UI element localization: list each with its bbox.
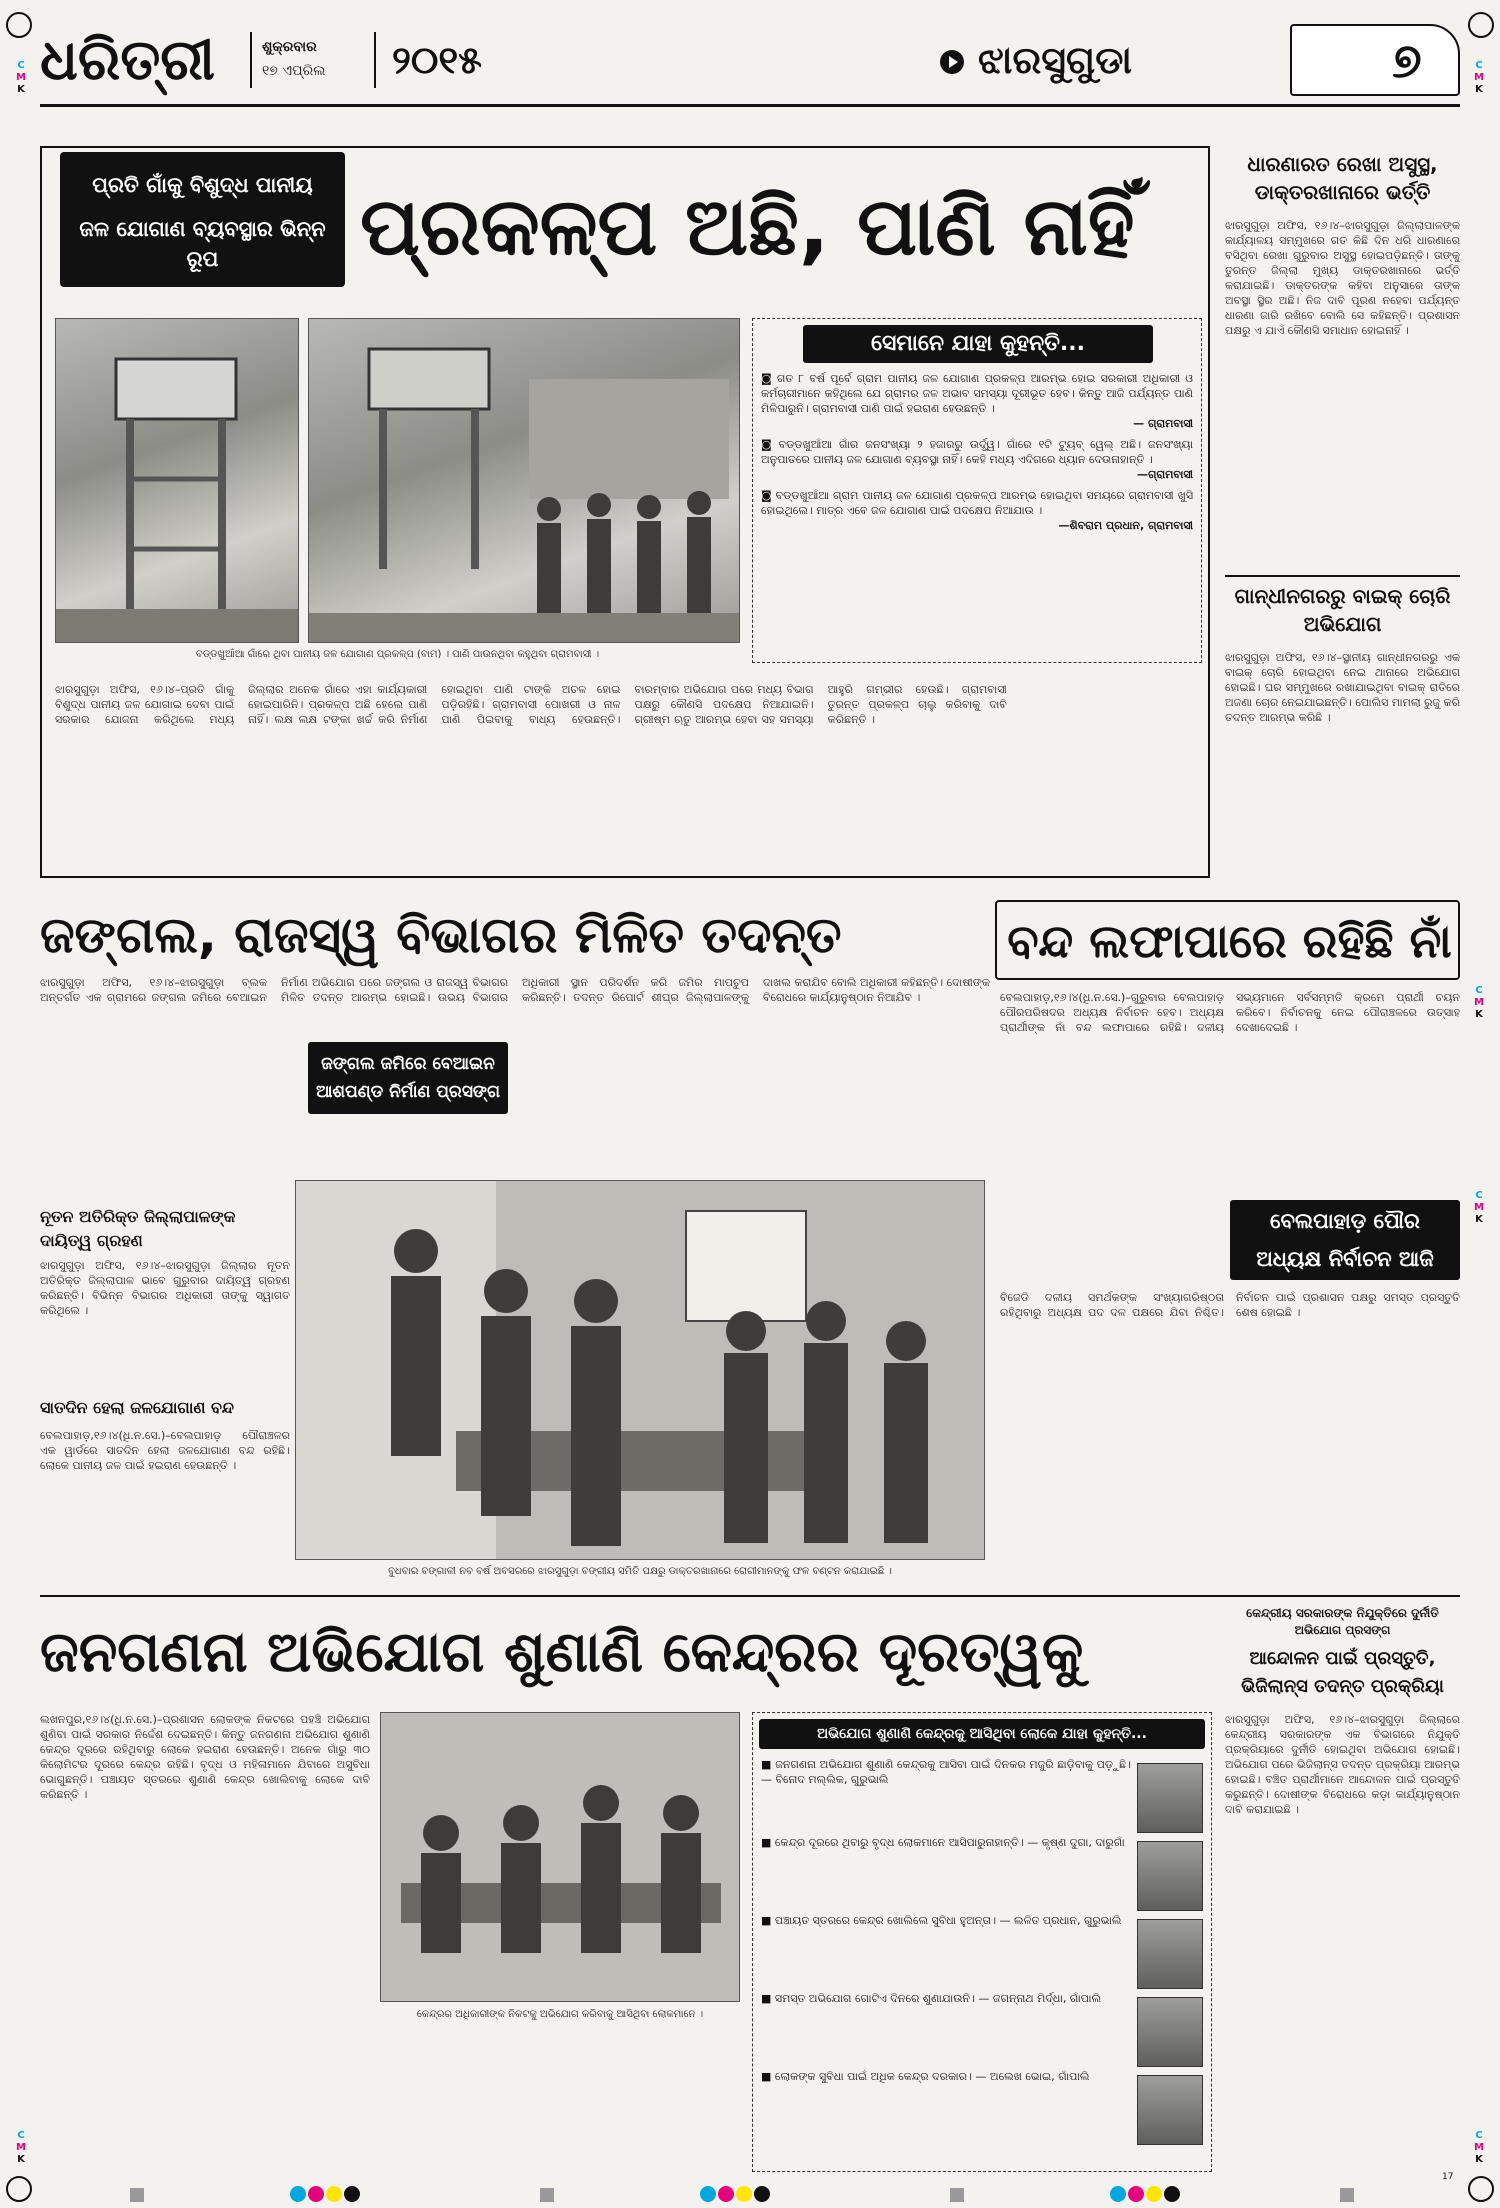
quote-item: ■ ପଞ୍ଚାୟତ ସ୍ତରରେ କେନ୍ଦ୍ର ଖୋଲିଲେ ସୁବିଧା ହୁଅନ୍ତା। — ଲଳିତ ପ୍ରଧାନ, ଗୁରୁଭାଲି: [761, 1914, 1122, 1927]
story1-body: ଝାରସୁଗୁଡ଼ା ଅଫିସ, ୧୬।୪–ପ୍ରତି ଗାଁକୁ ବିଶୁଦ୍ଧ ପାନୀୟ ଜଳ ଯୋଗାଇ ଦେବା ପାଇଁ ସରକାର ଯୋଜନା କରିଥିଲେ ମଧ୍ୟ ଜିଲ୍ଲାର ଅନେକ ଗାଁରେ ଏହା କାର୍ଯ୍ୟକାରୀ ହୋଇପାରିନି। ପ୍ରକଳ୍ପ ଅଛି ହେଲେ ପାଣି ନାହିଁ। ଲକ୍ଷ ଲକ୍ଷ ଟଙ୍କା ଖର୍ଚ୍ଚ କରି ନିର୍ମାଣ ହୋଇଥିବା ପାଣି ଟାଙ୍କି ଅଚଳ ହୋଇ ପଡ଼ିରହିଛି। ଗ୍ରାମବାସୀ ପୋଖରୀ ଓ ନାଳ ପାଣି ପିଇବାକୁ ବାଧ୍ୟ ହେଉଛନ୍ତି। ବାରମ୍ବାର ଅଭିଯୋଗ ପରେ ମଧ୍ୟ ବିଭାଗ ପକ୍ଷରୁ କୌଣସି ପଦକ୍ଷେପ ନିଆଯାଇନି। ଗ୍ରୀଷ୍ମ ଋତୁ ଆରମ୍ଭ ହେବା ସହ ସମସ୍ୟା ଆହୁରି ଗମ୍ଭୀର ହେଉଛି। ଗ୍ରାମବାସୀ ତୁରନ୍ତ ପ୍ରକଳ୍ପ ଚାଲୁ କରିବାକୁ ଦାବି କରିଛନ୍ତି ।: [55, 683, 1011, 726]
quote-bullet-icon: ■: [761, 2070, 775, 2083]
brief1-body: ଝାରସୁଗୁଡ଼ା ଅଫିସ, ୧୬।୪–ଝାରସୁଗୁଡ଼ା ଜିଲ୍ଲାର ନୂତନ ଅତିରିକ୍ତ ଜିଲ୍ଲାପାଳ ଭାବେ ଗୁରୁବାର ଦାୟିତ୍ୱ ଗ୍ରହଣ କରିଛନ୍ତି। ବିଭିନ୍ନ ବିଭାଗର ଅଧିକାରୀ ତାଙ୍କୁ ସ୍ୱାଗତ କରିଥିଲେ ।: [40, 1259, 290, 1317]
cyan-dot: [1110, 2186, 1126, 2202]
story2-subhead: [308, 1042, 508, 1114]
story5-photo-grievance-center: [380, 1712, 740, 2002]
story1-quotes-box: [752, 318, 1202, 663]
story5-body-continued: [380, 2032, 740, 2172]
quote-item: ■ ଜନଗଣନା ଅଭିଯୋଗ ଶୁଣାଣି କେନ୍ଦ୍ରକୁ ଆସିବା ପାଇଁ ଦିନକର ମଜୁରି ଛାଡ଼ିବାକୁ ପଡ଼ୁଛି। — ବିନୋଦ ମଲ୍ଲିକ, ଗୁରୁଭାଲି: [761, 1758, 1131, 1786]
story2-headline: ଜଙ୍ଗଲ, ରାଜସ୍ୱ ବିଭାଗର ମିଳିତ ତଦନ୍ତ: [40, 906, 842, 964]
sidebar2-headline: ଗାନ୍ଧୀନଗରରୁ ବାଇକ୍ ଚୋରି ଅଭିଯୋଗ: [1234, 584, 1451, 636]
sidebar3-kicker: କେନ୍ଦ୍ରୀୟ ସରକାରଙ୍କ ନିଯୁକ୍ତିରେ ଦୁର୍ନୀତି ଅଭିଯୋଗ ପ୍ରସଙ୍ଗ: [1246, 1606, 1439, 1637]
masthead-day: ଶୁକ୍ରବାର: [262, 39, 317, 55]
section-rule: [40, 1595, 1460, 1597]
story3-frame: [995, 900, 1460, 980]
gray-patch: [540, 2188, 554, 2202]
story1-photo-water-tank: [55, 318, 299, 643]
quote-bullet-icon: ■: [761, 1758, 776, 1771]
story1-headline: ପ୍ରକଳ୍ପ ଅଛି, ପାଣି ନାହିଁ: [360, 180, 1135, 273]
quote-author: —ଶିବରାମ ପ୍ରଧାନ, ଗ୍ରାମବାସୀ: [1058, 519, 1193, 532]
story1-quotes-title: ସେମାନେ ଯାହା କୁହନ୍ତି...: [803, 325, 1153, 363]
quote-author: — ଗ୍ରାମବାସୀ: [1133, 417, 1193, 430]
story5-headline: ଜନଗଣନା ଅଭିଯୋଗ ଶୁଣାଣି କେନ୍ଦ୍ରର ଦୂରତ୍ୱକୁ: [40, 1620, 1084, 1685]
story2-subhead-line2: ଆଶପଣ୍ଡ ନିର୍ମାଣ ପ୍ରସଙ୍ଗ: [315, 1082, 501, 1102]
sidebar3-headline: ଆନ୍ଦୋଳନ ପାଇଁ ପ୍ରସ୍ତୁତି, ଭିଜିଲାନ୍ସ ତଦନ୍ତ ପ୍ରକ୍ରିୟା: [1241, 1648, 1444, 1697]
story5-quotes-box: [752, 1712, 1212, 2172]
story1-quotes-list: [761, 371, 1193, 661]
quote-item: ■ ସମସ୍ତ ଅଭିଯୋଗ ଗୋଟିଏ ଦିନରେ ଶୁଣାଯାଉନି। — ଜଗନ୍ନାଥ ମିର୍ଦ୍ଧା, ଗାଁପାଲି: [761, 1992, 1102, 2005]
story2-body: ଝାରସୁଗୁଡ଼ା ଅଫିସ, ୧୬।୪–ଝାରସୁଗୁଡ଼ା ବ୍ଲକ ଅନ୍ତର୍ଗତ ଏକ ଗ୍ରାମରେ ଜଙ୍ଗଲ ଜମିରେ ବେଆଇନ ନିର୍ମାଣ ଅଭିଯୋଗ ପରେ ଜଙ୍ଗଲ ଓ ରାଜସ୍ୱ ବିଭାଗର ମିଳିତ ତଦନ୍ତ ଆରମ୍ଭ ହୋଇଛି। ଉଭୟ ବିଭାଗର ଅଧିକାରୀ ସ୍ଥାନ ପରିଦର୍ଶନ କରି ଜମିର ମାପଚୁପ କରିଛନ୍ତି। ତଦନ୍ତ ରିପୋର୍ଟ ଶୀଘ୍ର ଜିଲ୍ଲାପାଳଙ୍କୁ ଦାଖଲ କରାଯିବ ବୋଲି ଅଧିକାରୀ କହିଛନ୍ତି। ଦୋଷୀଙ୍କ ବିରୋଧରେ କାର୍ଯ୍ୟାନୁଷ୍ଠାନ ନିଆଯିବ ।: [40, 976, 990, 1004]
masthead-date: ୧୭ ଏପ୍ରିଲ: [262, 63, 326, 79]
footer-page-code: 17: [1442, 2172, 1454, 2182]
story2-photo-caption: ବୁଧବାର ବଙ୍ଗାଳୀ ନବ ବର୍ଷ ଅବସରରେ ଝାରସୁଗୁଡ଼ା ବଙ୍ଗୀୟ ସମିତି ପକ୍ଷରୁ ଡାକ୍ତରଖାନାରେ ରୋଗୀମାନଙ୍କୁ ଫଳ ବଣ୍ଟନ କରାଯାଇଛି ।: [388, 1566, 892, 1577]
story1-kicker-line2: ଜଳ ଯୋଗାଣ ବ୍ୟବସ୍ଥାର ଭିନ୍ନ ରୂପ: [79, 217, 326, 271]
sidebar1-headline: ଧାରଣାରତ ରେଖା ଅସୁସ୍ଥ, ଡାକ୍ତରଖାନାରେ ଭର୍ତ୍ତି: [1247, 152, 1438, 204]
story5-body: ଲଖନପୁର,୧୬।୪(ଧି.ନ.ସେ.)–ପ୍ରଶାସନ ଲୋକଙ୍କ ନିକଟରେ ପହଞ୍ଚି ଅଭିଯୋଗ ଶୁଣିବା ପାଇଁ ସରକାର ନିର୍ଦ୍ଦେଶ ଦେଇଛନ୍ତି। କିନ୍ତୁ ଜନଗଣନା ଅଭିଯୋଗ ଶୁଣାଣି କେନ୍ଦ୍ର ଦୂରରେ ରହିଥିବାରୁ ଲୋକେ ହଇରାଣ ହେଉଛନ୍ତି। ଅନେକ ଗାଁରୁ ୩୦ କିଲୋମିଟର ଦୂରରେ କେନ୍ଦ୍ର ରହିଛି। ବୃଦ୍ଧ ଓ ମହିଳାମାନେ ଯିବାରେ ଅସୁବିଧା ଭୋଗୁଛନ୍ତି। ପଞ୍ଚାୟତ ସ୍ତରରେ ଶୁଣାଣି କେନ୍ଦ୍ର ଖୋଲିବାକୁ ଲୋକେ ଦାବି କରିଛନ୍ତି ।: [40, 1713, 370, 1801]
cmk-mark-right-top: C M K: [1474, 60, 1484, 95]
cmk-mark-left-top: C M K: [16, 60, 26, 95]
brief2-headline: ସାତଦିନ ହେଲା ଜଳଯୋଗାଣ ବନ୍ଦ: [40, 1398, 234, 1417]
sidebar1-body: ଝାରସୁଗୁଡ଼ା ଅଫିସ, ୧୬।୪–ଝାରସୁଗୁଡ଼ା ଜିଲ୍ଲାପାଳଙ୍କ କାର୍ଯ୍ୟାଳୟ ସମ୍ମୁଖରେ ଗତ କିଛି ଦିନ ଧରି ଧାରଣାରେ ବସିଥିବା ରେଖା ଗୁରୁବାର ଅସୁସ୍ଥ ହୋଇପଡ଼ିଛନ୍ତି। ତାଙ୍କୁ ତୁରନ୍ତ ଜିଲ୍ଲା ମୁଖ୍ୟ ଡାକ୍ତରଖାନାରେ ଭର୍ତ୍ତି କରାଯାଇଛି। ଡାକ୍ତରଙ୍କ କହିବା ଅନୁସାରେ ତାଙ୍କ ଅବସ୍ଥା ସ୍ଥିର ଅଛି। ନିଜ ଦାବି ପୂରଣ ନହେବା ପର୍ଯ୍ୟନ୍ତ ଧାରଣା ଜାରି ରଖିବେ ବୋଲି ସେ କହିଛନ୍ତି। ପ୍ରଶାସନ ପକ୍ଷରୁ ଏ ଯାଏଁ କୌଣସି ସମାଧାନ ହୋଇନାହିଁ ।: [1225, 219, 1460, 337]
quote-portrait: [1137, 2075, 1203, 2145]
story4-body: ବିଜେଡି ଦଳୀୟ ସମର୍ଥକଙ୍କ ସଂଖ୍ୟାଗରିଷ୍ଠତା ରହିଥିବାରୁ ଅଧ୍ୟକ୍ଷ ପଦ ଦଳ ପକ୍ଷରେ ଯିବା ନିଶ୍ଚିତ। ନିର୍ବାଚନ ପାଇଁ ପ୍ରଶାସନ ପକ୍ଷରୁ ସମସ୍ତ ପ୍ରସ୍ତୁତି ଶେଷ ହୋଇଛି ।: [1000, 1291, 1460, 1319]
cmk-mark-left-bottom: C M K: [16, 2130, 26, 2165]
story1-photo-villagers: [308, 318, 740, 643]
newspaper-logo: ଧରିତ୍ରୀ: [40, 27, 215, 93]
cmk-mark-right-middle: C M K: [1474, 985, 1484, 1020]
quote-item: ■ କେନ୍ଦ୍ର ଦୂରରେ ଥିବାରୁ ବୃଦ୍ଧ ଲୋକମାନେ ଆସିପାରୁନାହାନ୍ତି। — କୃଷ୍ଣ ଦୁଗା, ଦାରୁଗାଁ: [761, 1836, 1125, 1849]
color-dots: [700, 2186, 790, 2204]
gray-patch: [130, 2188, 144, 2202]
brief1-headline: ନୂତନ ଅତିରିକ୍ତ ଜିଲ୍ଲାପାଳଙ୍କ ଦାୟିତ୍ୱ ଗ୍ରହଣ: [40, 1207, 236, 1250]
page-number-tab: [1290, 24, 1460, 96]
quote-portrait: [1137, 1763, 1203, 1833]
registration-mark-icon: [6, 2176, 32, 2202]
quote-portrait: [1137, 1841, 1203, 1911]
color-bar: [120, 2186, 1380, 2206]
magenta-dot: [308, 2186, 324, 2202]
masthead: [40, 20, 1460, 100]
yellow-dot: [736, 2186, 752, 2202]
brief2-body: ବେଲପାହାଡ଼,୧୬।୪(ଧି.ନ.ସେ.)–ବେଲପାହାଡ଼ ପୌରାଞ୍ଚଳର ଏକ ୱାର୍ଡରେ ସାତଦିନ ହେଲା ଜଳଯୋଗାଣ ବନ୍ଦ ରହିଛି। ଲୋକେ ପାନୀୟ ଜଳ ପାଇଁ ହଇରାଣ ହେଉଛନ୍ତି ।: [40, 1429, 290, 1472]
story1-kicker-line1: ପ୍ରତି ଗାଁକୁ ବିଶୁଦ୍ଧ ପାନୀୟ: [92, 173, 313, 197]
masthead-year: ୨୦୧୫: [392, 38, 482, 82]
color-dots: [1110, 2186, 1200, 2204]
story3-headline: ବନ୍ଦ ଲଫାପାରେ ରହିଛି ନାଁ: [1007, 914, 1452, 968]
yellow-dot: [326, 2186, 342, 2202]
gray-patch: [1340, 2188, 1354, 2202]
black-dot: [1164, 2186, 1180, 2202]
quote-item: ■ ଲୋକଙ୍କ ସୁବିଧା ପାଇଁ ଅଧିକ କେନ୍ଦ୍ର ଦରକାର। — ଅଲେଖ ଭୋଇ, ଗାଁପାଲି: [761, 2070, 1090, 2083]
cyan-dot: [700, 2186, 716, 2202]
sidebar-divider: [1225, 575, 1460, 577]
quote-portrait: [1137, 1997, 1203, 2067]
masthead-rule: [40, 104, 1460, 107]
quote-bullet-icon: ■: [761, 1836, 775, 1849]
quote-bullet-icon: ◙: [761, 438, 779, 451]
story3-body: ବେଲପାହାଡ଼,୧୬।୪(ଧି.ନ.ସେ.)–ଗୁରୁବାର ବେଲପାହାଡ଼ ପୌରପରିଷଦର ଅଧ୍ୟକ୍ଷ ନିର୍ବାଚନ ହେବ। ଅଧ୍ୟକ୍ଷ ପ୍ରାର୍ଥୀଙ୍କ ନାଁ ବନ୍ଦ ଲଫାପାରେ ରହିଛି। ଦଳୀୟ ସଭ୍ୟମାନେ ସର୍ବସମ୍ମତି କ୍ରମେ ପ୍ରାର୍ଥୀ ଚୟନ କରିବେ। ନିର୍ବାଚନକୁ ନେଇ ପୌରାଞ୍ଚଳରେ ଉତ୍ସାହ ଦେଖାଦେଇଛି ।: [1000, 991, 1460, 1034]
color-dots: [290, 2186, 380, 2204]
story5-quotes-list: [761, 1757, 1131, 2167]
quote-portrait: [1137, 1919, 1203, 1989]
registration-mark-icon: [1468, 2176, 1494, 2202]
cmk-mark-right-bottom: C M K: [1474, 2130, 1484, 2165]
story5-quotes-title: ଅଭିଯୋଗ ଶୁଣାଣି କେନ୍ଦ୍ରକୁ ଆସିଥିବା ଲୋକେ ଯାହା କୁହନ୍ତି...: [759, 1719, 1205, 1749]
edition-marker-icon: [940, 50, 964, 74]
masthead-edition: ଝାରସୁଗୁଡା: [978, 38, 1133, 82]
registration-mark-icon: [1468, 12, 1494, 38]
gray-patch: [950, 2188, 964, 2202]
page-number: ୭: [1392, 33, 1422, 89]
story5-photo-caption: କେନ୍ଦ୍ରର ଅଧିକାରୀଙ୍କ ନିକଟକୁ ଅଭିଯୋଗ କରିବାକୁ ଆସିଥିବା ଲୋକମାନେ ।: [416, 2009, 704, 2020]
sidebar2-body: ଝାରସୁଗୁଡ଼ା ଅଫିସ, ୧୬।୪–ସ୍ଥାନୀୟ ଗାନ୍ଧୀନଗରରୁ ଏକ ବାଇକ୍ ଚୋରି ହୋଇଥିବା ନେଇ ଥାନାରେ ଅଭିଯୋଗ ହୋଇଛି। ଘର ସମ୍ମୁଖରେ ରଖାଯାଇଥିବା ବାଇକ୍ ରାତିରେ ଅଜଣା ଚୋର ନେଇଯାଇଛନ୍ତି। ପୋଲିସ ମାମଲା ରୁଜୁ କରି ତଦନ୍ତ ଆରମ୍ଭ କରିଛି ।: [1225, 651, 1460, 724]
yellow-dot: [1146, 2186, 1162, 2202]
masthead-divider-2: [374, 32, 376, 88]
quote-bullet-icon: ■: [761, 1914, 775, 1927]
quote-bullet-icon: ◙: [761, 372, 777, 385]
black-dot: [344, 2186, 360, 2202]
story4-headline: ବେଲପାହାଡ଼ ପୌର ଅଧ୍ୟକ୍ଷ ନିର୍ବାଚନ ଆଜି: [1230, 1200, 1460, 1280]
story1-kicker: [60, 152, 345, 287]
magenta-dot: [1128, 2186, 1144, 2202]
quote-bullet-icon: ◙: [761, 489, 776, 502]
cyan-dot: [290, 2186, 306, 2202]
magenta-dot: [718, 2186, 734, 2202]
quote-bullet-icon: ■: [761, 1992, 775, 2005]
quote-item: ◙ ବଡ୍ଡଖୁଆଁଆ ଗ୍ରାମ ପାନୀୟ ଜଳ ଯୋଗାଣ ପ୍ରକଳ୍ପ ଆରମ୍ଭ ହୋଇଥିବା ସମୟରେ ଗ୍ରାମବାସୀ ଖୁସି ହୋଇଥିଲେ। ମାତ୍ର ଏବେ ଜଳ ଯୋଗାଣ ପାଇଁ ପଦକ୍ଷେପ ନିଆଯାଉ । —ଶିବରାମ ପ୍ରଧାନ, ଗ୍ରାମବାସୀ: [761, 489, 1193, 532]
cmk-mark-right-lower: C M K: [1474, 1190, 1484, 1225]
masthead-divider: [250, 32, 252, 88]
quote-item: ◙ ଗତ ୮ ବର୍ଷ ପୂର୍ବେ ଗ୍ରାମ ପାନୀୟ ଜଳ ଯୋଗାଣ ପ୍ରକଳ୍ପ ଆରମ୍ଭ ହୋଇ ସରକାରୀ ଅଧିକାରୀ ଓ କର୍ମଚାରୀମାନେ କହିଥିଲେ ଯେ ଗ୍ରାମର ଜଳ ଅଭାବ ସମସ୍ୟା ଦୂରୀଭୂତ ହେବ। କିନ୍ତୁ ଆଜି ପର୍ଯ୍ୟନ୍ତ ପାଣି ମିଳିପାରୁନି। ଗ୍ରାମବାସୀ ପାଣି ପାଇଁ ହଇରାଣ ହେଉଛନ୍ତି । — ଗ୍ରାମବାସୀ: [761, 372, 1193, 430]
story1-photo-caption: ବଡ୍ଡଖୁଆଁଆ ଗାଁରେ ଥିବା ପାନୀୟ ଜଳ ଯୋଗାଣ ପ୍ରକଳ୍ପ (ବାମ) । ପାଣି ପାଉନଥିବା କହୁଥିବା ଗ୍ରାମବାସୀ ।: [195, 649, 600, 660]
story2-photo-fruit-distribution: [295, 1180, 985, 1560]
quote-item: ◙ ବଡ୍ଡଖୁଆଁଆ ଗାଁର ଜନସଂଖ୍ୟା ୨ ହଜାରରୁ ଉର୍ଦ୍ଧ୍ୱ। ଗାଁରେ ୧ଟି ଟ୍ୟୁବ୍ ୱେଲ୍ ଅଛି। ଜନସଂଖ୍ୟା ଅନୁପାତରେ ପାନୀୟ ଜଳ ଯୋଗାଣ ବ୍ୟବସ୍ଥା ନାହିଁ। କେହି ମଧ୍ୟ ଏଦିଗରେ ଧ୍ୟାନ ଦେଉନାହାନ୍ତି । —ଗ୍ରାମବାସୀ: [761, 438, 1193, 481]
registration-mark-icon: [6, 12, 32, 38]
sidebar3-body: ଝାରସୁଗୁଡ଼ା ଅଫିସ, ୧୬।୪–ଝାରସୁଗୁଡ଼ା ଜିଲ୍ଲାରେ କେନ୍ଦ୍ରୀୟ ସରକାରଙ୍କ ଏକ ବିଭାଗରେ ନିଯୁକ୍ତି ପ୍ରକ୍ରିୟାରେ ଦୁର୍ନୀତି ହୋଇଥିବା ଅଭିଯୋଗ ହୋଇଛି। ଅଭିଯୋଗ ପରେ ଭିଜିଲାନ୍ସ ତଦନ୍ତ ପ୍ରକ୍ରିୟା ଆରମ୍ଭ ହୋଇଛି। ବଞ୍ଚିତ ପ୍ରାର୍ଥୀମାନେ ଆନ୍ଦୋଳନ ପାଇଁ ପ୍ରସ୍ତୁତି କରୁଛନ୍ତି। ଦୋଷୀଙ୍କ ବିରୋଧରେ କଡ଼ା କାର୍ଯ୍ୟାନୁଷ୍ଠାନ ଦାବି କରାଯାଇଛି ।: [1225, 1713, 1460, 1816]
story2-subhead-line1: ଜଙ୍ଗଲ ଜମିରେ ବେଆଇନ: [321, 1054, 495, 1074]
black-dot: [754, 2186, 770, 2202]
quote-author: —ଗ୍ରାମବାସୀ: [1136, 468, 1193, 481]
